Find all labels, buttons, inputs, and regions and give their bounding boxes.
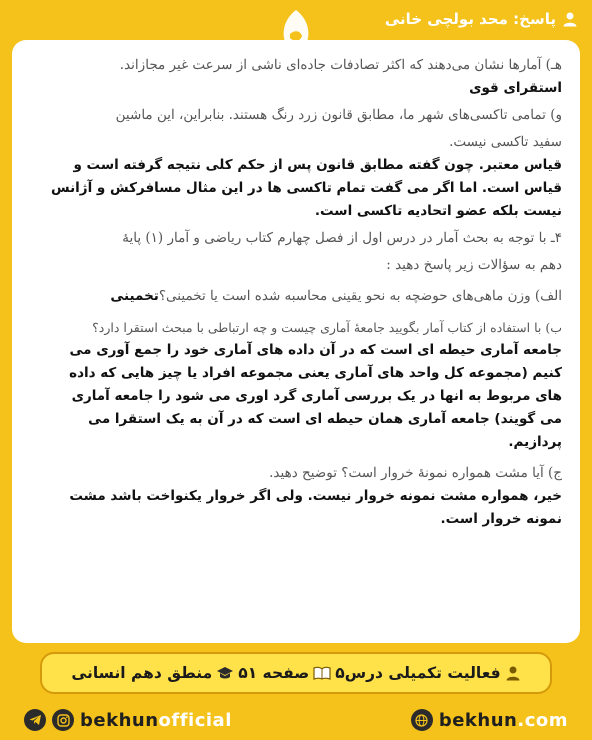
answer-line: کنیم (مجموعه کل واحد های آماری یعنی مجموعه افراد یا چیز هایی که داده (69, 365, 562, 381)
question-line: و) تمامی تاکسی‌های شهر ما، مطابق قانون زرد رنگ هستند. بنابراین، این ماشین (115, 107, 562, 123)
answer-line: قیاس است. اما اگر می گفت تمام تاکسی ها در این مثال مسافرکش و آژانس (51, 180, 562, 196)
answer-line: قیاس معتبر. چون گفته مطابق قانون پس از حکم کلی نتیجه گرفته است و (73, 157, 562, 173)
brand-name: bekhun (80, 709, 159, 731)
question-line: ب) با استفاده از کتاب آمار بگویید جامعهٔ آماری چیست و چه ارتباطی با مبحث استقرا دارد؟ (92, 320, 562, 335)
inline-answer: تخمینی (110, 288, 159, 304)
author-label: پاسخ: محد بولچی خانی (384, 10, 556, 28)
user-icon (505, 665, 521, 681)
answer-card (12, 40, 580, 643)
answer-line: های مربوط به انها در یک بررسی آماری گرد اوری می شود را جامعه آماری (71, 388, 562, 404)
answer-line: نمونه خروار است. (440, 511, 562, 527)
content-area (30, 54, 562, 531)
site-domain: .com (517, 709, 568, 731)
question-text: الف) وزن ماهی‌های حوضچه به نحو یقینی محاسبه شده است یا تخمینی؟ (158, 288, 562, 304)
question-line: دهم به سؤالات زیر پاسخ دهید : (386, 257, 562, 273)
answer-line: پردازیم. (508, 434, 562, 450)
lesson-page: صفحه ۵۱ (238, 664, 310, 682)
website-link[interactable] (411, 709, 568, 731)
bottom-bar (0, 700, 592, 740)
graduation-cap-icon (216, 666, 234, 680)
instagram-icon[interactable] (52, 709, 74, 731)
question-line-with-answer (30, 285, 562, 308)
question-line: ۴ـ با توجه به بحث آمار در درس اول از فصل چهارم کتاب ریاضی و آمار (۱) پایهٔ (122, 230, 562, 246)
lesson-info-box (40, 652, 552, 694)
author-credit (385, 10, 578, 28)
question-line: هـ) آمارها نشان می‌دهند که اکثر تصادفات جاده‌ای ناشی از سرعت غیر مجازاند. (119, 57, 562, 73)
brand-suffix: official (158, 709, 232, 731)
question-line: ج) آیا مشت همواره نمونهٔ خروار است؟ توضیح دهید. (269, 465, 562, 481)
globe-icon[interactable] (411, 709, 433, 731)
lesson-activity: فعالیت تکمیلی درس۵ (335, 664, 501, 682)
user-icon (562, 11, 578, 27)
answer-line: جامعه آماری حیطه ای است که در آن داده های آماری خود را جمع آوری می (69, 342, 562, 358)
social-handle[interactable] (24, 709, 232, 731)
answer-line: خیر، همواره مشت نمونه خروار نیست. ولی اگر خروار یکنواخت باشد مشت (69, 488, 562, 504)
telegram-icon[interactable] (24, 709, 46, 731)
lesson-info (71, 664, 520, 682)
question-line: سفید تاکسی نیست. (449, 134, 562, 150)
site-name: bekhun (438, 709, 518, 731)
lesson-subject: منطق دهم انسانی (71, 664, 213, 682)
answer-line: استقرای قوی (469, 80, 562, 96)
book-icon (313, 666, 331, 680)
answer-line: می گویند) جامعه آماری همان حیطه ای است که در آن به یک استقرا می (88, 411, 562, 427)
answer-line: نیست بلکه عضو اتحادیه تاکسی است. (314, 203, 562, 219)
